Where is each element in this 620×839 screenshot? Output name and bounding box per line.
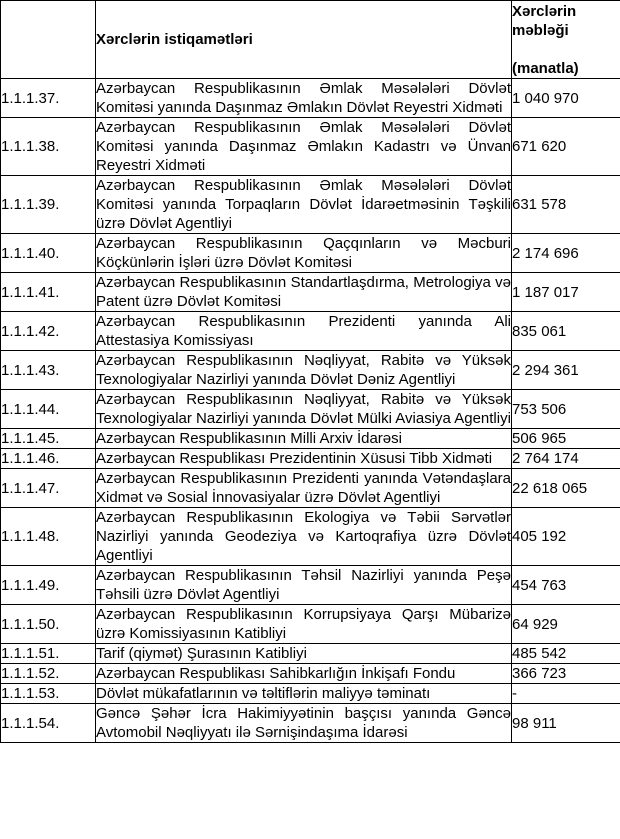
- table-row: [1, 704, 620, 743]
- row-number: 1.1.1.41.: [1, 273, 96, 312]
- table-body: [1, 79, 620, 743]
- expense-direction: Azərbaycan Respublikasının Əmlak Məsələləri Dövlət Komitəsi yanında Daşınmaz Əmlakın Dövlət Reyestri Xidməti: [96, 80, 511, 116]
- expense-amount: 631 578: [512, 176, 620, 234]
- table-row: [1, 566, 620, 605]
- table-row: [1, 449, 620, 469]
- row-number: 1.1.1.38.: [1, 118, 96, 176]
- expense-amount: 671 620: [512, 118, 620, 176]
- row-number: 1.1.1.54.: [1, 704, 96, 743]
- expense-amount: 22 618 065: [512, 469, 620, 508]
- expense-direction: Azərbaycan Respublikasının Ekologiya və Təbii Sərvətlər Nazirliyi yanında Geodeziya və Kartoqrafiya üzrə Dövlət Agentliyi: [96, 509, 511, 564]
- expense-amount: 1 187 017: [512, 273, 620, 312]
- expense-direction: Azərbaycan Respublikasının Əmlak Məsələləri Dövlət Komitəsi yanında Torpaqların Dövlət İdarəetməsinin Təşkili üzrə Dövlət Agentliyi: [96, 177, 511, 232]
- expense-direction: Tarif (qiymət) Şurasının Katibliyi: [96, 644, 512, 664]
- row-number: 1.1.1.48.: [1, 508, 96, 566]
- row-number: 1.1.1.52.: [1, 664, 96, 684]
- header-amount-spacer: [512, 40, 620, 59]
- expense-direction: Azərbaycan Respublikasının Prezidenti yanında Ali Attestasiya Komissiyası: [96, 313, 511, 349]
- expense-direction: Azərbaycan Respublikasının Standartlaşdırma, Metrologiya və Patent üzrə Dövlət Komitəsi: [96, 274, 511, 310]
- expense-direction: Azərbaycan Respublikasının Prezidenti yanında Vətəndaşlara Xidmət və Sosial İnnovasiyalar üzrə Dövlət Agentliyi: [96, 470, 511, 506]
- expense-direction: Azərbaycan Respublikasının Nəqliyyat, Rabitə və Yüksək Texnologiyalar Nazirliyi yanında Dövlət Dəniz Agentliyi: [96, 352, 511, 388]
- table-row: [1, 429, 620, 449]
- expense-amount: 366 723: [512, 664, 620, 684]
- table-row: [1, 176, 620, 234]
- expense-amount: 506 965: [512, 429, 620, 449]
- row-number: 1.1.1.50.: [1, 605, 96, 644]
- row-number: 1.1.1.51.: [1, 644, 96, 664]
- header-row: [1, 1, 620, 79]
- header-amount-title: Xərclərin məbləği: [512, 2, 577, 39]
- table-row: [1, 605, 620, 644]
- expense-direction: Azərbaycan Respublikasının Təhsil Nazirliyi yanında Peşə Təhsili üzrə Dövlət Agentliyi: [96, 567, 511, 603]
- expense-direction: Azərbaycan Respublikasının Korrupsiyaya Qarşı Mübarizə üzrə Komissiyasının Katibliyi: [96, 606, 511, 642]
- table-row: [1, 508, 620, 566]
- header-number-column: [1, 1, 96, 79]
- table-row: [1, 234, 620, 273]
- table-row: [1, 351, 620, 390]
- expense-direction: Gəncə Şəhər İcra Hakimiyyətinin başçısı yanında Gəncə Avtomobil Nəqliyyatı ilə Sərnişindaşıma İdarəsi: [96, 705, 511, 741]
- expense-direction: Dövlət mükafatlarının və təltiflərin maliyyə təminatı: [96, 684, 512, 704]
- table-row: [1, 390, 620, 429]
- expense-amount: 454 763: [512, 566, 620, 605]
- expense-amount: 2 174 696: [512, 234, 620, 273]
- row-number: 1.1.1.37.: [1, 79, 96, 118]
- expense-amount: 835 061: [512, 312, 620, 351]
- table-header: [1, 1, 620, 79]
- expense-amount: -: [512, 684, 620, 704]
- expense-direction: Azərbaycan Respublikasının Nəqliyyat, Rabitə və Yüksək Texnologiyalar Nazirliyi yanında Dövlət Mülki Aviasiya Agentliyi: [96, 391, 511, 427]
- expense-amount: 1 040 970: [512, 79, 620, 118]
- header-direction-column: Xərclərin istiqamətləri: [96, 1, 512, 79]
- table-row: [1, 469, 620, 508]
- table-row: [1, 312, 620, 351]
- row-number: 1.1.1.53.: [1, 684, 96, 704]
- table-row: [1, 79, 620, 118]
- expense-direction: Azərbaycan Respublikası Prezidentinin Xüsusi Tibb Xidməti: [96, 449, 512, 469]
- expense-direction: Azərbaycan Respublikası Sahibkarlığın İnkişafı Fondu: [96, 664, 512, 684]
- row-number: 1.1.1.43.: [1, 351, 96, 390]
- table-row: [1, 644, 620, 664]
- table-row: [1, 684, 620, 704]
- expense-direction: Azərbaycan Respublikasının Milli Arxiv İdarəsi: [96, 429, 512, 449]
- expense-amount: 485 542: [512, 644, 620, 664]
- row-number: 1.1.1.40.: [1, 234, 96, 273]
- row-number: 1.1.1.42.: [1, 312, 96, 351]
- expense-amount: 98 911: [512, 704, 620, 743]
- header-amount-unit: (manatla): [512, 59, 579, 77]
- row-number: 1.1.1.39.: [1, 176, 96, 234]
- table-row: [1, 118, 620, 176]
- row-number: 1.1.1.47.: [1, 469, 96, 508]
- header-amount-column: [512, 1, 620, 79]
- row-number: 1.1.1.45.: [1, 429, 96, 449]
- expense-amount: 2 764 174: [512, 449, 620, 469]
- expense-direction: Azərbaycan Respublikasının Əmlak Məsələləri Dövlət Komitəsi yanında Daşınmaz Əmlakın Kadastrı və Ünvan Reyestri Xidməti: [96, 119, 511, 174]
- row-number: 1.1.1.46.: [1, 449, 96, 469]
- row-number: 1.1.1.44.: [1, 390, 96, 429]
- expense-amount: 2 294 361: [512, 351, 620, 390]
- expense-amount: 64 929: [512, 605, 620, 644]
- table-row: [1, 273, 620, 312]
- expense-direction: Azərbaycan Respublikasının Qaçqınların və Məcburi Köçkünlərin İşləri üzrə Dövlət Komitəsi: [96, 235, 511, 271]
- row-number: 1.1.1.49.: [1, 566, 96, 605]
- expense-amount: 753 506: [512, 390, 620, 429]
- expense-amount: 405 192: [512, 508, 620, 566]
- table-row: [1, 664, 620, 684]
